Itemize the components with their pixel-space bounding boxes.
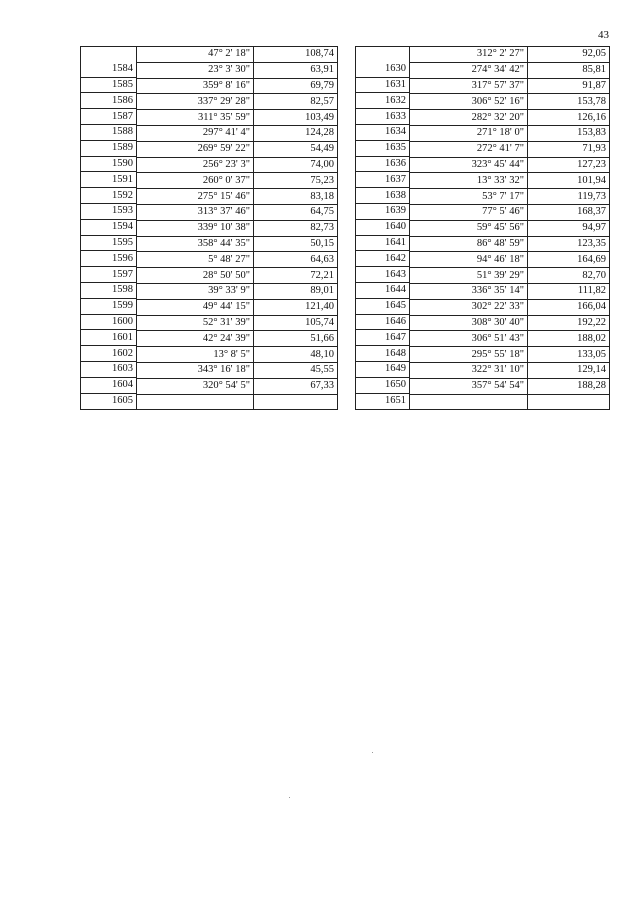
point-number-cell: 1646 — [356, 314, 410, 330]
distance-cell: 67,33 — [254, 378, 338, 394]
distance-cell: 69,79 — [254, 78, 338, 94]
distance-cell: 129,14 — [528, 362, 610, 378]
bearing-angle-cell: 272° 41' 7" — [410, 141, 528, 157]
distance-cell: 91,87 — [528, 78, 610, 94]
distance-cell: 153,83 — [528, 125, 610, 141]
point-number-cell: 1636 — [356, 156, 410, 172]
bearing-angle-cell: 274° 34' 42" — [410, 62, 528, 78]
bearing-angle-cell: 282° 32' 20" — [410, 110, 528, 126]
point-number-cell: 1640 — [356, 219, 410, 235]
point-number-cell: 1644 — [356, 282, 410, 298]
bearing-angle-cell: 13° 33' 32" — [410, 173, 528, 189]
bearing-angle-cell: 317° 57' 37" — [410, 78, 528, 94]
distance-cell: 82,73 — [254, 220, 338, 236]
point-number-cell: 1588 — [81, 124, 137, 140]
bearing-angle-cell: 336° 35' 14" — [410, 283, 528, 299]
bearing-angle-cell-empty — [410, 394, 528, 410]
bearing-angle-cell: 295° 55' 18" — [410, 347, 528, 363]
point-number-cell: 1591 — [81, 172, 137, 188]
bearing-angle-cell: 302° 22' 33" — [410, 299, 528, 315]
bearing-angle-cell: 49° 44' 15" — [137, 299, 254, 315]
point-number-cell: 1601 — [81, 330, 137, 346]
point-number-cell: 1650 — [356, 377, 410, 393]
bearing-angle-cell: 313° 37' 46" — [137, 204, 254, 220]
point-number-cell: 1648 — [356, 346, 410, 362]
point-number-cell: 1597 — [81, 267, 137, 283]
bearing-angle-cell: 52° 31' 39" — [137, 315, 254, 331]
bearing-angle-cell: 42° 24' 39" — [137, 331, 254, 347]
bearing-angle-cell: 359° 8' 16" — [137, 78, 254, 94]
point-number-cell: 1587 — [81, 109, 137, 125]
point-number-cell: 1584 — [81, 62, 137, 77]
bearing-angle-cell: 53° 7' 17" — [410, 189, 528, 205]
point-number-cell: 1596 — [81, 251, 137, 267]
distance-cell: 51,66 — [254, 331, 338, 347]
distance-cell: 121,40 — [254, 299, 338, 315]
point-number-cell: 1594 — [81, 219, 137, 235]
distance-cell: 108,74 — [254, 47, 338, 63]
point-number-cell: 1592 — [81, 188, 137, 204]
distance-cell: 92,05 — [528, 47, 610, 63]
bearing-angle-cell: 357° 54' 54" — [410, 378, 528, 394]
point-number-cell: 1645 — [356, 298, 410, 314]
distance-cell: 101,94 — [528, 173, 610, 189]
point-number-cell: 1649 — [356, 361, 410, 377]
distance-cell-empty — [254, 394, 338, 410]
bearing-angle-cell: 269° 59' 22" — [137, 141, 254, 157]
distance-cell: 123,35 — [528, 236, 610, 252]
point-number-cell: 1643 — [356, 267, 410, 283]
distance-cell: 168,37 — [528, 204, 610, 220]
bearing-angle-cell: 320° 54' 5" — [137, 378, 254, 394]
page-number: 43 — [598, 29, 609, 41]
distance-cell: 119,73 — [528, 189, 610, 205]
table-row — [81, 47, 338, 62]
scan-speck — [372, 752, 373, 753]
point-number-cell: 1637 — [356, 172, 410, 188]
bearing-angle-cell: 51° 39' 29" — [410, 268, 528, 284]
distance-cell: 188,02 — [528, 331, 610, 347]
distance-cell: 74,00 — [254, 157, 338, 173]
point-number-cell: 1635 — [356, 140, 410, 156]
point-number-cell: 1639 — [356, 203, 410, 219]
bearing-angle-cell: 77° 5' 46" — [410, 204, 528, 220]
point-number-cell: 1647 — [356, 330, 410, 346]
point-cell-empty — [81, 47, 137, 62]
point-number-cell: 1631 — [356, 77, 410, 93]
distance-cell: 75,23 — [254, 173, 338, 189]
distance-cell: 82,70 — [528, 268, 610, 284]
distance-cell: 192,22 — [528, 315, 610, 331]
bearing-angle-cell: 59° 45' 56" — [410, 220, 528, 236]
distance-cell: 82,57 — [254, 94, 338, 110]
point-number-cell: 1604 — [81, 377, 137, 393]
point-number-cell: 1598 — [81, 282, 137, 298]
distance-cell: 127,23 — [528, 157, 610, 173]
distance-cell: 72,21 — [254, 268, 338, 284]
distance-cell: 105,74 — [254, 315, 338, 331]
distance-cell: 188,28 — [528, 378, 610, 394]
bearing-angle-cell: 271° 18' 0" — [410, 125, 528, 141]
bearing-angle-cell: 13° 8' 5" — [137, 347, 254, 363]
bearing-angle-cell: 39° 33' 9" — [137, 283, 254, 299]
bearing-angle-cell: 297° 41' 4" — [137, 125, 254, 141]
point-number-cell: 1586 — [81, 93, 137, 109]
point-number-cell: 1595 — [81, 235, 137, 251]
bearing-angle-cell: 28° 50' 50" — [137, 268, 254, 284]
distance-cell: 89,01 — [254, 283, 338, 299]
bearing-angle-cell: 23° 3' 30" — [137, 62, 254, 78]
bearing-angle-cell: 256° 23' 3" — [137, 157, 254, 173]
point-number-cell: 1641 — [356, 235, 410, 251]
bearing-angle-cell: 323° 45' 44" — [410, 157, 528, 173]
coordinates-table-right — [355, 46, 610, 410]
point-number-cell: 1589 — [81, 140, 137, 156]
distance-cell: 83,18 — [254, 189, 338, 205]
bearing-angle-cell: 94° 46' 18" — [410, 252, 528, 268]
distance-cell: 111,82 — [528, 283, 610, 299]
point-number-cell: 1600 — [81, 314, 137, 330]
point-number-cell: 1593 — [81, 203, 137, 219]
distance-cell: 85,81 — [528, 62, 610, 78]
bearing-angle-cell: 260° 0' 37" — [137, 173, 254, 189]
distance-cell: 64,63 — [254, 252, 338, 268]
point-cell-empty — [356, 47, 410, 62]
distance-cell: 133,05 — [528, 347, 610, 363]
point-number-cell: 1638 — [356, 188, 410, 204]
distance-cell: 71,93 — [528, 141, 610, 157]
scan-speck — [289, 797, 290, 798]
point-number-cell: 1633 — [356, 109, 410, 125]
bearing-angle-cell: 5° 48' 27" — [137, 252, 254, 268]
bearing-angle-cell: 339° 10' 38" — [137, 220, 254, 236]
distance-cell: 64,75 — [254, 204, 338, 220]
distance-cell: 164,69 — [528, 252, 610, 268]
bearing-angle-cell-empty — [137, 394, 254, 410]
point-number-cell: 1642 — [356, 251, 410, 267]
point-number-cell: 1590 — [81, 156, 137, 172]
table-row — [356, 47, 610, 62]
bearing-angle-cell: 358° 44' 35" — [137, 236, 254, 252]
bearing-angle-cell: 322° 31' 10" — [410, 362, 528, 378]
distance-cell: 103,49 — [254, 110, 338, 126]
bearing-angle-cell: 308° 30' 40" — [410, 315, 528, 331]
distance-cell: 124,28 — [254, 125, 338, 141]
point-number-cell: 1602 — [81, 346, 137, 362]
distance-cell: 63,91 — [254, 62, 338, 78]
coordinates-table-left — [80, 46, 338, 410]
bearing-angle-cell: 306° 52' 16" — [410, 94, 528, 110]
point-number-cell: 1599 — [81, 298, 137, 314]
bearing-angle-cell: 343° 16' 18" — [137, 362, 254, 378]
distance-cell: 54,49 — [254, 141, 338, 157]
distance-cell: 45,55 — [254, 362, 338, 378]
distance-cell: 94,97 — [528, 220, 610, 236]
bearing-angle-cell: 312° 2' 27" — [410, 47, 528, 63]
point-number-cell: 1632 — [356, 93, 410, 109]
distance-cell-empty — [528, 394, 610, 410]
point-number-cell: 1605 — [81, 393, 137, 410]
point-number-cell: 1630 — [356, 62, 410, 77]
distance-cell: 50,15 — [254, 236, 338, 252]
distance-cell: 48,10 — [254, 347, 338, 363]
point-number-cell: 1603 — [81, 361, 137, 377]
bearing-angle-cell: 47° 2' 18" — [137, 47, 254, 63]
bearing-angle-cell: 306° 51' 43" — [410, 331, 528, 347]
bearing-angle-cell: 86° 48' 59" — [410, 236, 528, 252]
distance-cell: 166,04 — [528, 299, 610, 315]
bearing-angle-cell: 337° 29' 28" — [137, 94, 254, 110]
point-number-cell: 1585 — [81, 77, 137, 93]
bearing-angle-cell: 311° 35' 59" — [137, 110, 254, 126]
distance-cell: 153,78 — [528, 94, 610, 110]
point-number-cell: 1634 — [356, 124, 410, 140]
distance-cell: 126,16 — [528, 110, 610, 126]
point-number-cell: 1651 — [356, 393, 410, 410]
bearing-angle-cell: 275° 15' 46" — [137, 189, 254, 205]
